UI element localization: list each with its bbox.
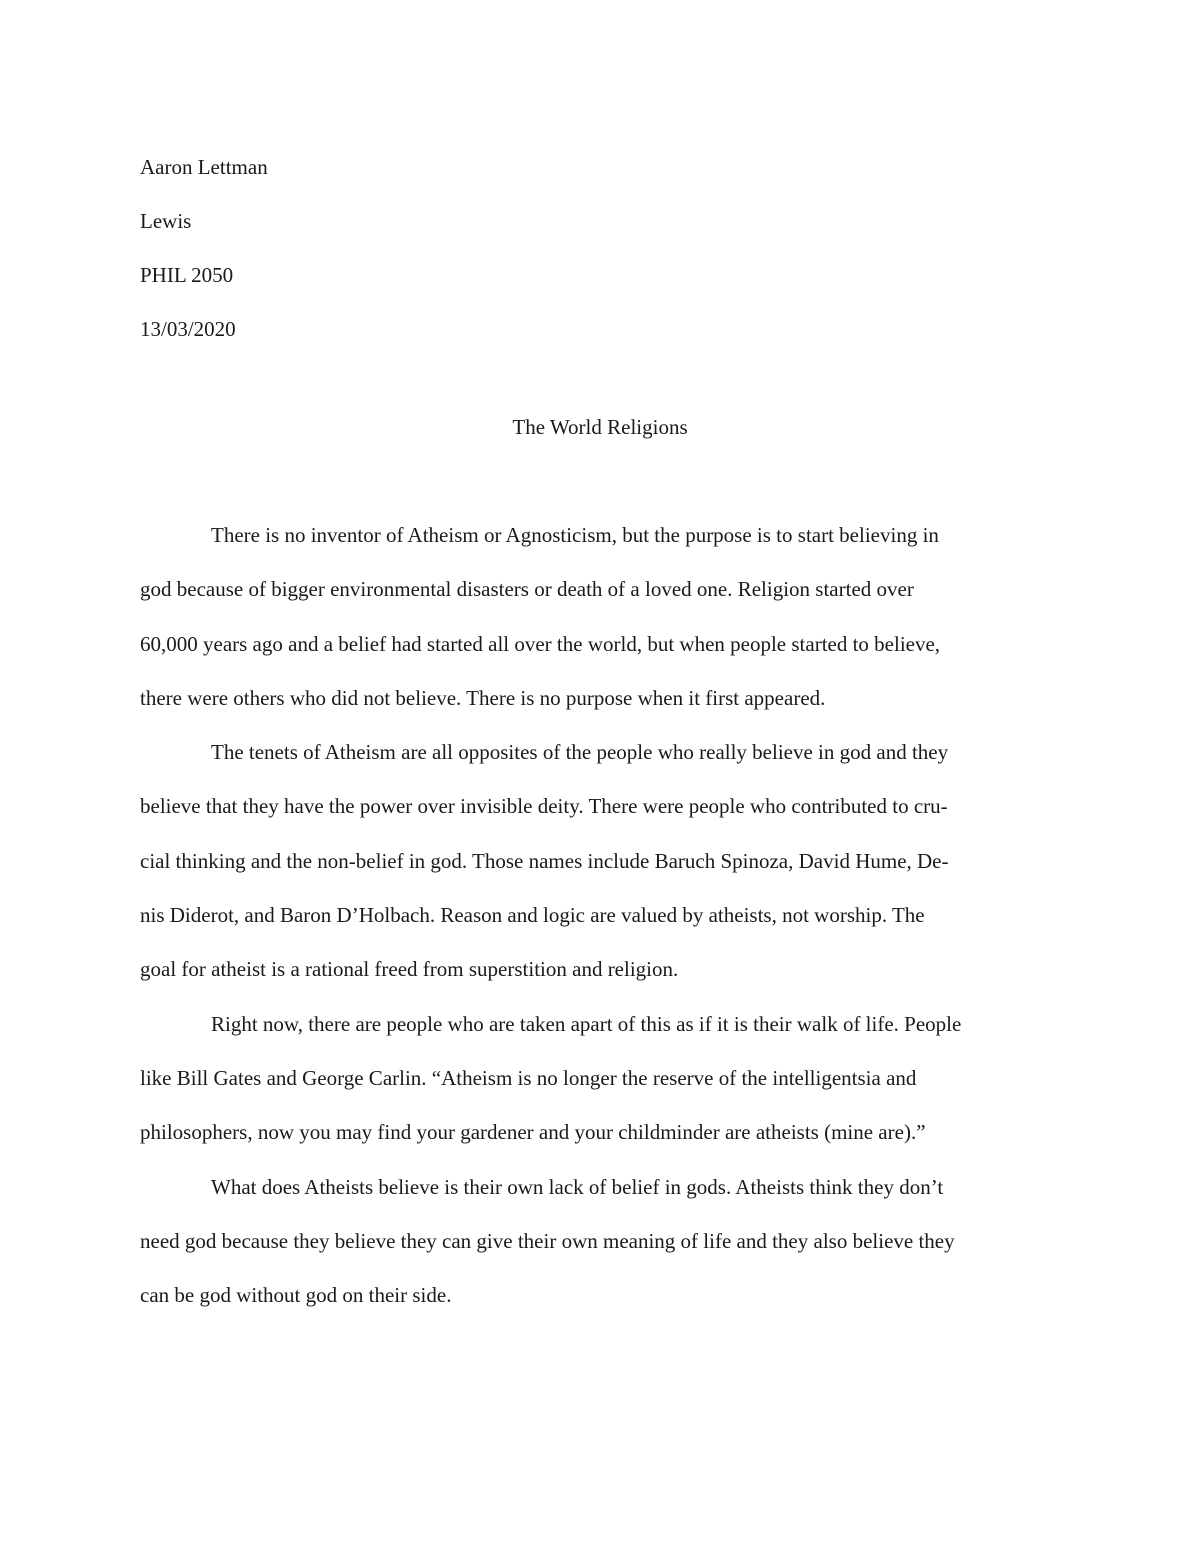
instructor-name: Lewis <box>140 209 192 233</box>
course-code: PHIL 2050 <box>140 263 234 287</box>
paragraph-4 <box>140 1160 1060 1323</box>
paragraph-line: Right now, there are people who are taken apart of this as if it is their walk of life. People <box>211 1011 962 1036</box>
paragraph-line: believe that they have the power over invisible deity. There were people who contributed to cru- <box>140 794 948 819</box>
essay-body <box>140 508 1060 1322</box>
paragraph-line: nis Diderot, and Baron D’Holbach. Reason and logic are valued by atheists, not worship. The <box>140 903 925 928</box>
paragraph-line: There is no inventor of Atheism or Agnosticism, but the purpose is to start believing in <box>211 523 939 547</box>
paragraph-line: like Bill Gates and George Carlin. “Atheism is no longer the reserve of the intelligentsia and <box>140 1065 917 1090</box>
paragraph-2 <box>140 725 1060 996</box>
paragraph-1 <box>140 508 1060 725</box>
essay-title: The World Religions <box>512 415 688 439</box>
paragraph-line: need god because they believe they can give their own meaning of life and they also believe they <box>140 1228 955 1253</box>
paragraph-line: The tenets of Atheism are all opposites of the people who really believe in god and they <box>211 740 949 765</box>
paragraph-line: there were others who did not believe. There is no purpose when it first appeared. <box>140 685 826 710</box>
paragraph-3 <box>140 997 1060 1160</box>
essay-date: 13/03/2020 <box>140 317 236 341</box>
paragraph-line: philosophers, now you may find your gardener and your childminder are atheists (mine are).” <box>140 1120 926 1145</box>
author-name: Aaron Lettman <box>140 155 268 179</box>
paragraph-line: god because of bigger environmental disasters or death of a loved one. Religion started over <box>140 577 914 602</box>
essay-header <box>140 140 1060 356</box>
paragraph-line: goal for atheist is a rational freed from superstition and religion. <box>140 957 679 982</box>
paragraph-line: can be god without god on their side. <box>140 1283 452 1308</box>
paragraph-line: cial thinking and the non-belief in god. Those names include Baruch Spinoza, David Hume, De- <box>140 848 949 873</box>
paragraph-line: 60,000 years ago and a belief had started all over the world, but when people started to believe, <box>140 631 941 656</box>
paragraph-line: What does Atheists believe is their own lack of belief in gods. Atheists think they don’t <box>211 1174 944 1199</box>
